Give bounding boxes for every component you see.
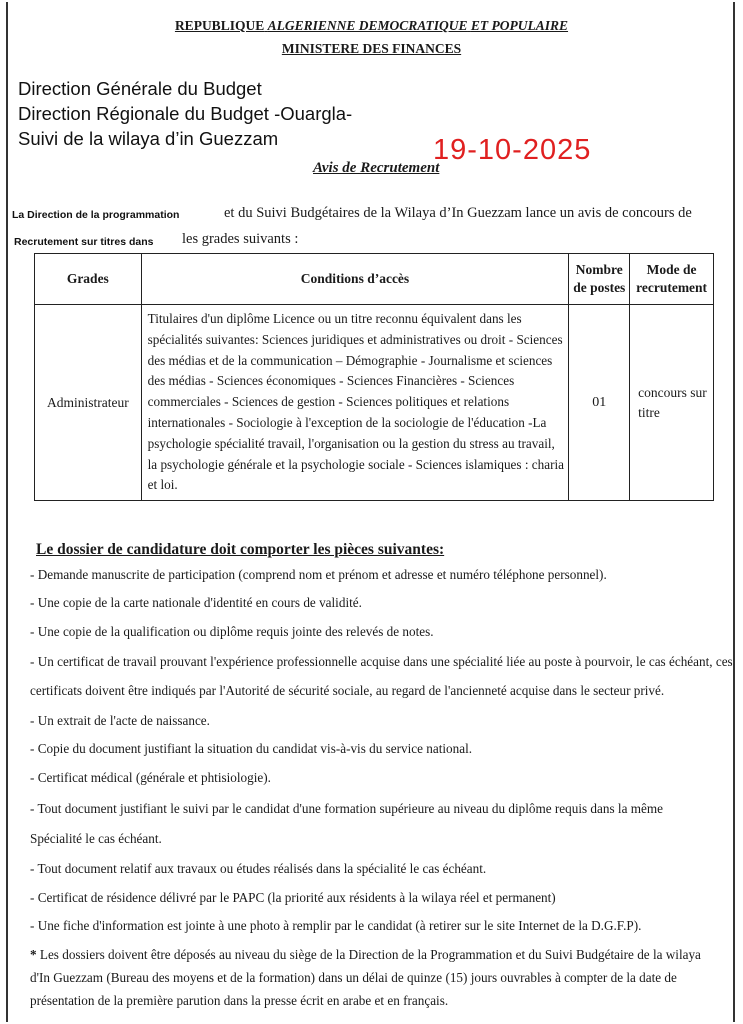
cell-grade: Administrateur — [35, 305, 142, 501]
table-row — [35, 305, 714, 501]
dossier-title: Le dossier de candidature doit comporter les pièces suivantes: — [36, 541, 445, 558]
list-item: - Copie du document justifiant la situation du candidat vis-à-vis du service national. — [30, 741, 473, 756]
notice-title: Avis de Recrutement — [313, 160, 440, 176]
republic-text-1: REPUBLIQUE — [174, 18, 265, 33]
cell-mode: concours sur titre — [630, 305, 714, 501]
ministry-header: MINISTERE DES FINANCES — [281, 41, 462, 56]
submission-note — [30, 943, 710, 1012]
cell-postes: 01 — [569, 305, 630, 501]
list-item: - Une fiche d'information est jointe à une photo à remplir par le candidat (à retirer sur le site Internet de la D.G.F.P). — [30, 918, 642, 933]
header-postes: Nombre de postes — [569, 254, 630, 305]
list-item: - Certificat médical (générale et phtisiologie). — [30, 770, 271, 785]
list-item: - Demande manuscrite de participation (comprend nom et prénom et adresse et numéro téléphone personnel). — [30, 567, 607, 582]
cell-conditions: Titulaires d'un diplôme Licence ou un titre reconnu équivalent dans les spécialités suivantes: Sciences juridiques et administratives ou droit - Sciences des médias et de la communication – Démographie - Journalisme et sciences des médias - Sciences économiques - Sciences Financières - Sciences commerciales - Sciences de gestion - Sciences politiques et relations internationales - Sociologie à l'exception de la sociologie de l'éducation -La psychologie spécialité travail, l'organisation ou la gestion du stress au travail, la psychologie générale et la psychologie sociale - Sciences islamiques : charia et loi. — [141, 305, 569, 501]
note-star: * — [30, 947, 37, 962]
republic-header — [0, 18, 743, 34]
republic-text-italic: ALGERIENNE DEMOCRATIQUE — [267, 18, 468, 33]
intro-label-2: Recrutement sur titres dans — [14, 236, 154, 248]
list-item: - Un certificat de travail prouvant l'expérience professionnelle acquise dans une spécialité liée au poste à pourvoir, le cas échéant, ces — [30, 654, 733, 669]
direction-line-1: Direction Générale du Budget — [18, 78, 262, 99]
header-grades: Grades — [35, 254, 142, 305]
intro-label-1: La Direction de la programmation — [12, 209, 180, 221]
note-text: Les dossiers doivent être déposés au niveau du siège de la Direction de la Programmation et du Suivi Budgétaire de la wilaya d'In Guezzam (Bureau des moyens et de la formation) dans un délai de quinze (15) jours ouvrables à compter de la date de présentation de la première parution dans la presse écrit en arabe et en français. — [30, 947, 701, 1008]
republic-text-2: ET POPULAIRE — [470, 18, 569, 33]
list-item: - Tout document relatif aux travaux ou études réalisés dans la spécialité le cas échéant. — [30, 861, 487, 876]
list-item: Spécialité le cas échéant. — [30, 831, 162, 846]
list-item: certificats doivent être indiqués par l'Autorité de sécurité sociale, au regard de l'ancienneté acquise dans le secteur privé. — [30, 683, 665, 698]
header-mode: Mode de recrutement — [630, 254, 714, 305]
list-item: - Un extrait de l'acte de naissance. — [30, 713, 210, 728]
list-item: - Une copie de la carte nationale d'identité en cours de validité. — [30, 595, 362, 610]
list-item: - Une copie de la qualification ou diplôme requis jointe des relevés de notes. — [30, 624, 434, 639]
list-item: - Tout document justifiant le suivi par le candidat d'une formation supérieure au niveau du diplôme requis dans la même — [30, 801, 663, 816]
table-header-row — [35, 254, 714, 305]
list-item: - Certificat de résidence délivré par le PAPC (la priorité aux résidents à la wilaya réel et permanent) — [30, 890, 556, 905]
direction-line-3: Suivi de la wilaya d’in Guezzam — [18, 128, 279, 149]
date-stamp: 19-10-2025 — [433, 134, 592, 166]
intro-text-2: les grades suivants : — [182, 231, 299, 247]
direction-line-2: Direction Régionale du Budget -Ouargla- — [18, 103, 353, 124]
grades-table — [34, 253, 714, 501]
intro-text-1: et du Suivi Budgétaires de la Wilaya d’In Guezzam lance un avis de concours de — [224, 205, 692, 221]
header-conditions: Conditions d’accès — [141, 254, 569, 305]
